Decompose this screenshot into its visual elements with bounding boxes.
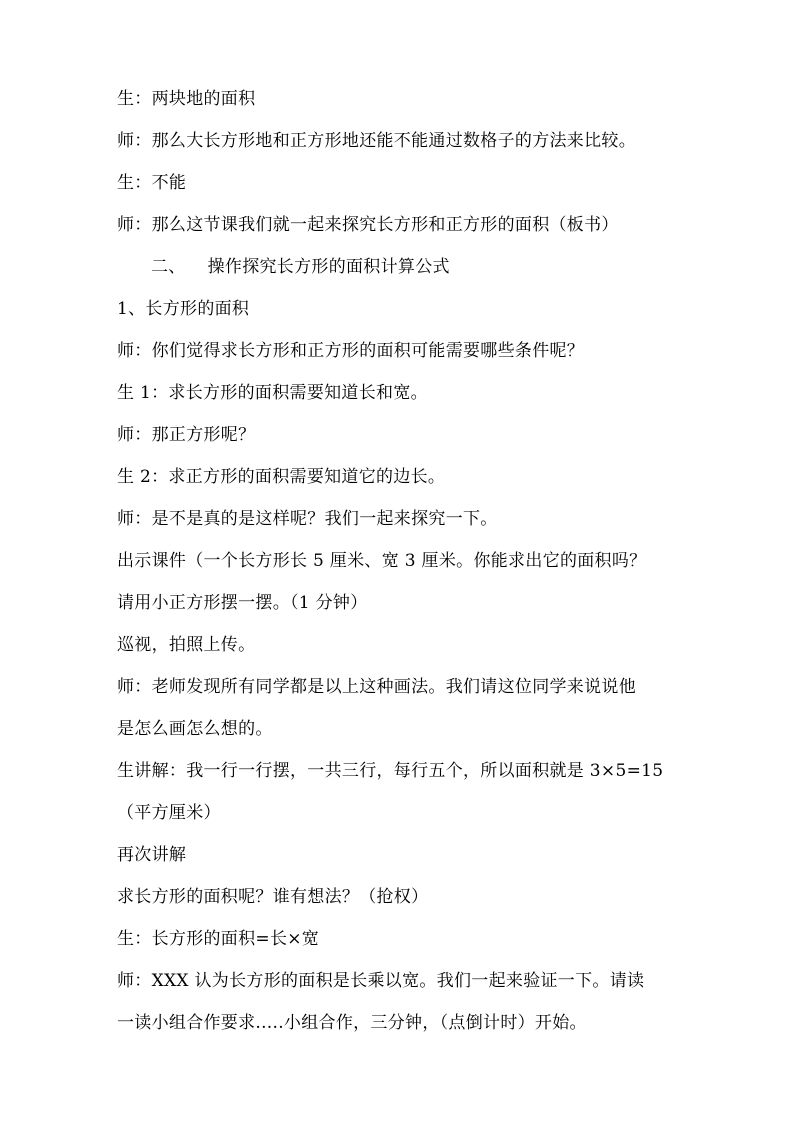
text-line: 是怎么画怎么想的。	[117, 719, 273, 739]
text-line: 师：XXX 认为长方形的面积是长乘以宽。我们一起来验证一下。请读	[117, 971, 645, 991]
text-line: 求长方形的面积呢？谁有想法？（抢权）	[117, 887, 429, 907]
text-line: 生 1：求长方形的面积需要知道长和宽。	[117, 383, 428, 403]
text-line: 出示课件（一个长方形长 5 厘米、宽 3 厘米。你能求出它的面积吗？	[117, 551, 647, 571]
text-line: 生：不能	[117, 173, 187, 193]
text-line: 师：那么大长方形地和正方形地还能不能通过数格子的方法来比较。	[117, 131, 636, 151]
text-line: 一读小组合作要求.....小组合作，三分钟，（点倒计时）开始。	[117, 1013, 587, 1033]
text-line: 师：你们觉得求长方形和正方形的面积可能需要哪些条件呢？	[117, 341, 585, 361]
text-line: 生：两块地的面积	[117, 89, 256, 109]
text-line: 师：那么这节课我们就一起来探究长方形和正方形的面积（板书）	[117, 215, 619, 235]
section-heading	[151, 255, 734, 279]
text-line: 生讲解：我一行一行摆，一共三行，每行五个，所以面积就是 3×5=15	[117, 761, 664, 781]
section-number: 二、	[151, 257, 186, 277]
text-line: 师：那正方形呢？	[117, 425, 256, 445]
text-line: 师：老师发现所有同学都是以上这种画法。我们请这位同学来说说他	[117, 677, 636, 697]
text-line: 生 2：求正方形的面积需要知道它的边长。	[117, 467, 446, 487]
subsection-heading: 1、长方形的面积	[117, 299, 250, 319]
text-line: （平方厘米）	[117, 803, 221, 823]
text-line: 巡视，拍照上传。	[117, 635, 256, 655]
text-line: 师：是不是真的是这样呢？我们一起来探究一下。	[117, 509, 498, 529]
text-line: 再次讲解	[117, 845, 187, 865]
text-line: 请用小正方形摆一摆。（1 分钟）	[117, 593, 368, 613]
text-line: 生：长方形的面积=长×宽	[117, 929, 320, 949]
section-title: 操作探究长方形的面积计算公式	[207, 257, 450, 277]
